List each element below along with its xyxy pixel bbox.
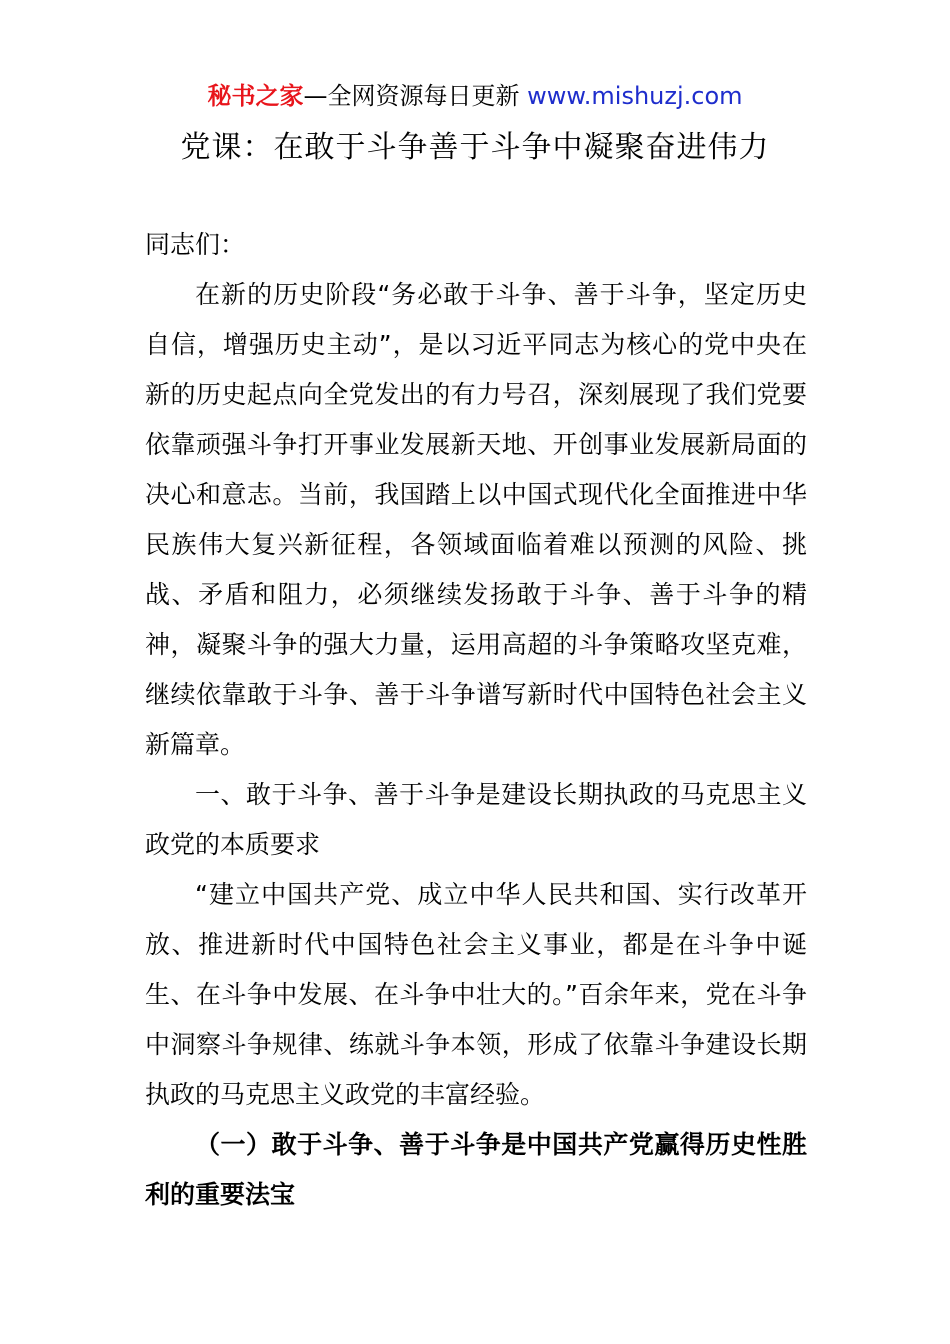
brand-name: 秘书之家 [207, 82, 304, 110]
section-heading: 一、敢于斗争、善于斗争是建设长期执政的马克思主义政党的本质要求 [145, 780, 807, 859]
greeting: 同志们： [145, 230, 246, 259]
intro-paragraph: 在新的历史阶段“务必敢于斗争、善于斗争，坚定历史自信，增强历史主动”，是以习近平同志为核心的党中央在新的历史起点向全党发出的有力号召，深刻展现了我们党要依靠顽强斗争打开事业发展新天地、开创事业发展新局面的决心和意志。当前，我国踏上以中国式现代化全面推进中华民族伟大复兴新征程，各领域面临着难以预测的风险、挑战、矛盾和阻力，必须继续发扬敢于斗争、善于斗争的精神，凝聚斗争的强大力量，运用高超的斗争策略攻坚克难，继续依靠敢于斗争、善于斗争谱写新时代中国特色社会主义新篇章。 [145, 280, 807, 759]
body-paragraph: “建立中国共产党、成立中华人民共和国、实行改革开放、推进新时代中国特色社会主义事业，都是在斗争中诞生、在斗争中发展、在斗争中壮大的。”百余年来，党在斗争中洞察斗争规律、练就斗争本领，形成了依靠斗争建设长期执政的马克思主义政党的丰富经验。 [145, 880, 807, 1109]
site-url-link[interactable]: www.mishuzj.com [527, 82, 743, 110]
banner-tagline: —全网资源每日更新 [303, 82, 528, 110]
site-banner [0, 80, 950, 112]
document-body [145, 220, 807, 1220]
subsection-heading: （一）敢于斗争、善于斗争是中国共产党赢得历史性胜利的重要法宝 [145, 1130, 807, 1209]
document-title: 党课：在敢于斗争善于斗争中凝聚奋进伟力 [180, 130, 770, 165]
